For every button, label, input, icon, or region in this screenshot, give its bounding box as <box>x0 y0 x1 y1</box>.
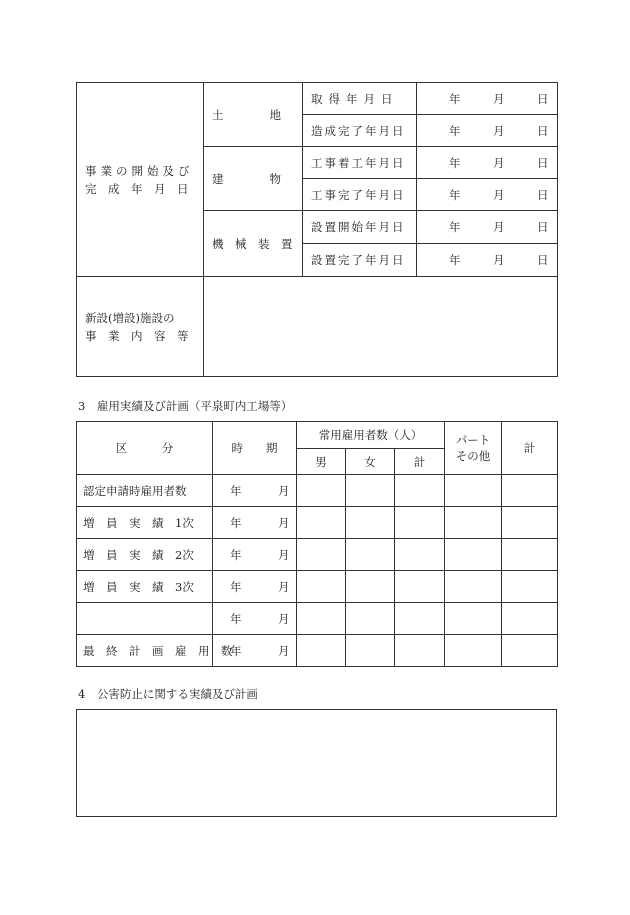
part-cell[interactable] <box>445 539 502 571</box>
header-part <box>445 422 502 475</box>
table-row <box>77 507 558 539</box>
category-land: 土 地 <box>204 83 303 147</box>
male-cell[interactable] <box>297 507 346 539</box>
part-cell[interactable] <box>445 571 502 603</box>
subtotal-cell[interactable] <box>395 635 445 667</box>
date-field[interactable]: 年 月 日 <box>417 115 558 147</box>
content-field[interactable] <box>204 277 558 377</box>
schedule-row-label-line2: 完 成 年 月 日 <box>85 181 189 196</box>
header-part-line2: その他 <box>455 449 491 463</box>
total-cell[interactable] <box>502 603 558 635</box>
pollution-prevention-field[interactable] <box>76 709 557 817</box>
female-cell[interactable] <box>346 539 395 571</box>
table-row <box>77 635 558 667</box>
part-cell[interactable] <box>445 475 502 507</box>
category-machinery: 機 械 装 置 <box>204 211 303 277</box>
date-field[interactable]: 年 月 日 <box>417 83 558 115</box>
header-category: 区 分 <box>77 422 213 475</box>
row-label: 増 員 実 績 3次 <box>77 571 213 603</box>
total-cell[interactable] <box>502 635 558 667</box>
period-field[interactable]: 年 月 <box>213 635 297 667</box>
item-label: 造成完了年月日 <box>303 115 417 147</box>
period-field[interactable]: 年 月 <box>213 603 297 635</box>
header-male: 男 <box>297 449 346 475</box>
row-label: 認定申請時雇用者数 <box>77 475 213 507</box>
table-row <box>77 571 558 603</box>
part-cell[interactable] <box>445 603 502 635</box>
total-cell[interactable] <box>502 539 558 571</box>
content-label-line2: 事 業 内 容 等 <box>85 328 189 343</box>
row-label: 増 員 実 績 1次 <box>77 507 213 539</box>
row-label: 増 員 実 績 2次 <box>77 539 213 571</box>
total-cell[interactable] <box>502 507 558 539</box>
period-field[interactable]: 年 月 <box>213 475 297 507</box>
row-label: 最 終 計 画 雇 用 数 <box>77 635 213 667</box>
header-period: 時 期 <box>213 422 297 475</box>
header-female: 女 <box>346 449 395 475</box>
subtotal-cell[interactable] <box>395 507 445 539</box>
header-part-line1: パート <box>455 433 491 447</box>
part-cell[interactable] <box>445 507 502 539</box>
row-label[interactable] <box>77 603 213 635</box>
male-cell[interactable] <box>297 539 346 571</box>
male-cell[interactable] <box>297 571 346 603</box>
item-label: 設置開始年月日 <box>303 211 417 244</box>
item-label: 工事完了年月日 <box>303 179 417 211</box>
content-label-line1: 新設(増設)施設の <box>85 310 175 325</box>
period-field[interactable]: 年 月 <box>213 539 297 571</box>
category-building: 建 物 <box>204 147 303 211</box>
total-cell[interactable] <box>502 571 558 603</box>
date-field[interactable]: 年 月 日 <box>417 179 558 211</box>
item-label: 工事着工年月日 <box>303 147 417 179</box>
table-row <box>77 475 558 507</box>
header-total: 計 <box>502 422 558 475</box>
section3-heading: 3 雇用実績及び計画（平泉町内工場等） <box>78 399 293 413</box>
schedule-row-label-line1: 事業の開始及び <box>85 163 194 178</box>
subtotal-cell[interactable] <box>395 539 445 571</box>
date-field[interactable]: 年 月 日 <box>417 147 558 179</box>
female-cell[interactable] <box>346 571 395 603</box>
total-cell[interactable] <box>502 475 558 507</box>
period-field[interactable]: 年 月 <box>213 507 297 539</box>
female-cell[interactable] <box>346 475 395 507</box>
table-row <box>77 539 558 571</box>
table-row <box>77 603 558 635</box>
header-regular: 常用雇用者数（人） <box>297 422 445 449</box>
schedule-row-label <box>77 83 204 277</box>
date-field[interactable]: 年 月 日 <box>417 211 558 244</box>
header-subtotal: 計 <box>395 449 445 475</box>
schedule-table <box>76 82 558 377</box>
subtotal-cell[interactable] <box>395 475 445 507</box>
female-cell[interactable] <box>346 635 395 667</box>
content-label <box>77 277 204 377</box>
male-cell[interactable] <box>297 603 346 635</box>
female-cell[interactable] <box>346 603 395 635</box>
male-cell[interactable] <box>297 475 346 507</box>
item-label: 設置完了年月日 <box>303 244 417 277</box>
part-cell[interactable] <box>445 635 502 667</box>
section4-heading: 4 公害防止に関する実績及び計画 <box>78 687 258 701</box>
item-label: 取得年月日 <box>303 83 417 115</box>
period-field[interactable]: 年 月 <box>213 571 297 603</box>
male-cell[interactable] <box>297 635 346 667</box>
female-cell[interactable] <box>346 507 395 539</box>
date-field[interactable]: 年 月 日 <box>417 244 558 277</box>
employment-table <box>76 421 558 667</box>
subtotal-cell[interactable] <box>395 571 445 603</box>
subtotal-cell[interactable] <box>395 603 445 635</box>
